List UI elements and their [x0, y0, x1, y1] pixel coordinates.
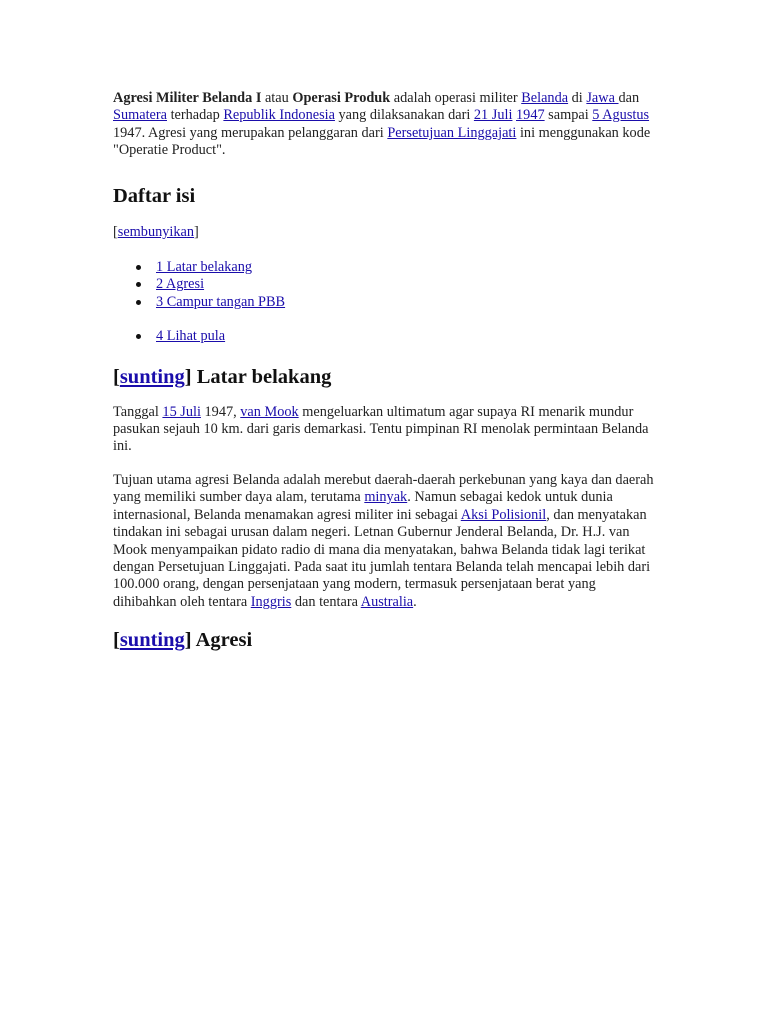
- edit-bracket-close: ]: [184, 365, 192, 388]
- intro-text: terhadap: [167, 107, 224, 124]
- toc-list: [113, 259, 658, 311]
- paragraph-text: 1947,: [200, 403, 241, 420]
- edit-link-agresi[interactable]: sunting: [119, 629, 185, 652]
- edit-bracket-open: [: [113, 365, 120, 388]
- link-van-mook[interactable]: van Mook: [240, 403, 299, 420]
- intro-text: 1947. Agresi yang merupakan pelanggaran dari: [113, 124, 388, 141]
- intro-text: ini menggunakan kode "Operatie Product".: [113, 124, 651, 159]
- paragraph-text: . Namun sebagai kedok untuk dunia internasional, Belanda menamakan agresi militer ini sebagai: [113, 489, 613, 523]
- toc-link-lihat-pula[interactable]: 4 Lihat pula: [156, 328, 226, 345]
- edit-bracket-open: [: [113, 629, 120, 652]
- article-page: [113, 90, 658, 652]
- link-minyak[interactable]: minyak: [364, 489, 408, 506]
- intro-text: di: [568, 90, 587, 106]
- link-australia[interactable]: Australia: [360, 593, 414, 610]
- paragraph-tujuan: [113, 472, 658, 611]
- toc-bracket-open: [: [113, 223, 118, 240]
- section-title: Latar belakang: [191, 365, 332, 388]
- intro-text: dan: [618, 90, 640, 106]
- paragraph-ultimatum: [113, 404, 658, 456]
- toc-item: [156, 328, 658, 345]
- link-21-juli[interactable]: 21 Juli: [473, 107, 513, 124]
- paragraph-text: mengeluarkan ultimatum agar supaya RI menarik mundur pasukan sejauh 10 km. dari garis demarkasi. Tentu pimpinan RI menolak permintaan Belanda ini.: [113, 403, 649, 455]
- intro-text: adalah operasi militer: [390, 90, 522, 106]
- edit-bracket-close: ]: [184, 629, 192, 652]
- link-jawa[interactable]: Jawa: [586, 90, 619, 106]
- paragraph-text: Tanggal: [113, 403, 163, 420]
- toc-link-agresi[interactable]: 2 Agresi: [156, 276, 205, 293]
- paragraph-text: dan tentara: [291, 593, 361, 610]
- intro-text: yang dilaksanakan dari: [334, 107, 474, 124]
- intro-text: atau: [261, 90, 293, 106]
- section-heading-agresi: [113, 628, 658, 652]
- toc-item: [156, 259, 658, 276]
- link-1947[interactable]: 1947: [516, 107, 545, 124]
- paragraph-text: , dan menyatakan tindakan ini sebagai urusan dalam negeri. Letnan Gubernur Jenderal Belanda, Dr. H.J. van Mook menyampaikan pidato radio di mana dia menyatakan, bahwa Belanda tidak lagi terikat dengan Persetujuan Linggajati. Pada saat itu jumlah tentara Belanda telah mencapai lebih dari 100.000 orang, dengan persenjataan yang modern, termasuk persenjataan berat yang dihibahkan oleh tentara: [113, 506, 651, 610]
- link-republik-indonesia[interactable]: Republik Indonesia: [223, 107, 335, 124]
- toc-title: Daftar isi: [113, 184, 196, 207]
- link-persetujuan-linggajati[interactable]: Persetujuan Linggajati: [387, 124, 517, 141]
- intro-text: sampai: [544, 107, 593, 124]
- link-inggris[interactable]: Inggris: [250, 593, 292, 610]
- toc-link-campur-tangan-pbb[interactable]: 3 Campur tangan PBB: [156, 293, 286, 310]
- toc-list: [113, 328, 658, 345]
- intro-paragraph: [113, 90, 658, 160]
- term-operasi-produk: Operasi Produk: [292, 90, 391, 106]
- edit-link-latar-belakang[interactable]: sunting: [119, 365, 185, 388]
- link-sumatera[interactable]: Sumatera: [113, 107, 167, 124]
- link-5-agustus[interactable]: 5 Agustus: [592, 107, 650, 124]
- term-agresi-militer: Agresi Militer Belanda I: [113, 90, 262, 106]
- toc-hide-link[interactable]: sembunyikan: [117, 223, 195, 240]
- link-aksi-polisionil[interactable]: Aksi Polisionil: [460, 506, 547, 523]
- section-title: Agresi: [191, 629, 253, 652]
- section-heading-latar-belakang: [113, 365, 658, 389]
- toc-item: [156, 276, 658, 293]
- paragraph-text: Tujuan utama agresi Belanda adalah merebut daerah-daerah perkebunan yang kaya dan daerah yang memiliki sumber daya alam, terutama: [113, 471, 654, 506]
- link-15-juli[interactable]: 15 Juli: [162, 403, 201, 420]
- toc-item: [156, 294, 658, 311]
- link-belanda[interactable]: Belanda: [521, 90, 569, 106]
- toc-link-latar-belakang[interactable]: 1 Latar belakang: [156, 259, 253, 276]
- toc-toggle: [113, 224, 658, 241]
- paragraph-text: .: [413, 593, 417, 610]
- toc-bracket-close: ]: [194, 223, 199, 240]
